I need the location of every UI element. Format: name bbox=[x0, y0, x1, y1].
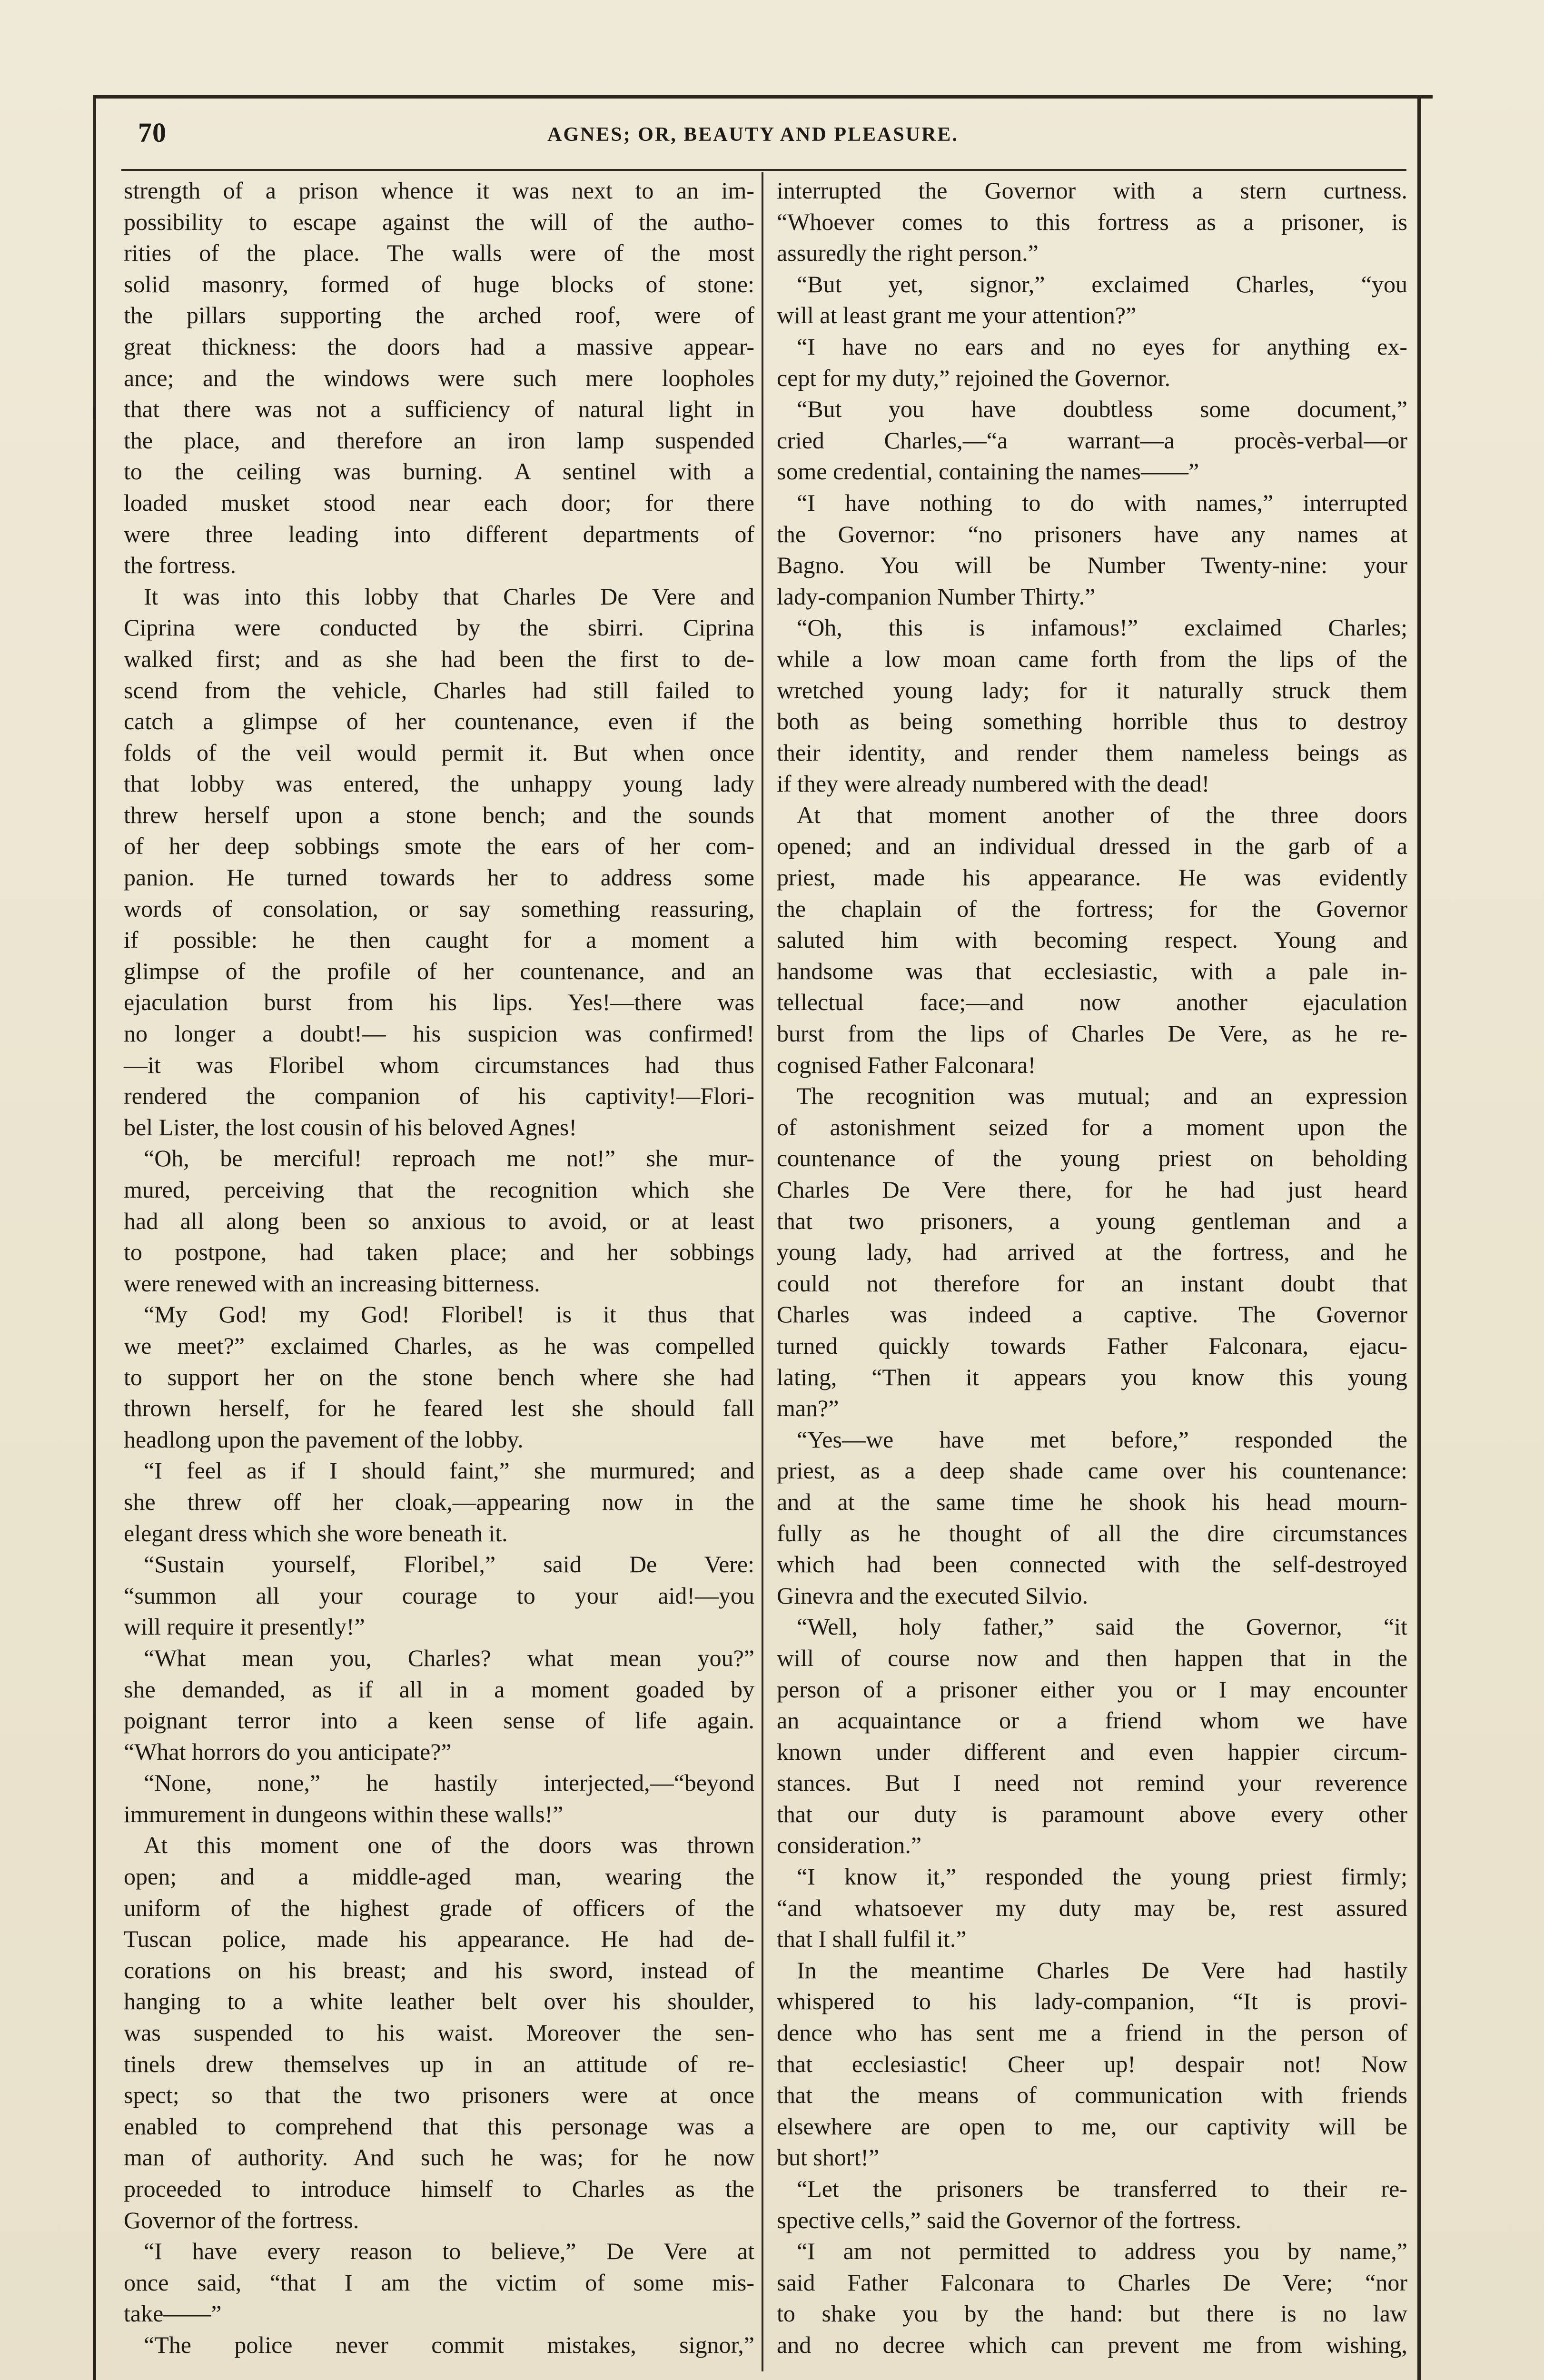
text-line: to support her on the stone bench where she had bbox=[124, 1363, 754, 1390]
text-line: panion. He turned towards her to address some bbox=[124, 864, 754, 891]
text-line: handsome was that ecclesiastic, with a pale in- bbox=[777, 957, 1407, 984]
text-line: that ecclesiastic! Cheer up! despair not! Now bbox=[777, 2050, 1407, 2077]
text-line: elsewhere are open to me, our captivity will be bbox=[777, 2112, 1407, 2140]
column-divider bbox=[762, 172, 763, 2371]
text-line: which had been connected with the self-destroyed bbox=[777, 1551, 1407, 1578]
text-line: “I feel as if I should faint,” she murmured; and bbox=[144, 1457, 754, 1484]
text-line: while a low moan came forth from the lips of the bbox=[777, 645, 1407, 672]
text-line: In the meantime Charles De Vere had hastily bbox=[797, 1956, 1407, 1983]
text-line: person of a prisoner either you or I may encounter bbox=[777, 1676, 1407, 1703]
text-line: take——” bbox=[124, 2300, 222, 2327]
text-line: fully as he thought of all the dire circumstances bbox=[777, 1519, 1407, 1547]
text-line: elegant dress which she wore beneath it. bbox=[124, 1519, 508, 1547]
text-line: The recognition was mutual; and an expression bbox=[797, 1082, 1407, 1110]
text-line: uniform of the highest grade of officers of the bbox=[124, 1894, 754, 1921]
text-line: At this moment one of the doors was thrown bbox=[144, 1832, 754, 1859]
text-line: “But you have doubtless some document,” bbox=[797, 396, 1407, 423]
text-line: but short!” bbox=[777, 2144, 880, 2171]
text-line: that I shall fulfil it.” bbox=[777, 1925, 967, 1953]
text-line: will at least grant me your attention?” bbox=[777, 302, 1137, 329]
text-line: Bagno. You will be Number Twenty-nine: your bbox=[777, 552, 1407, 579]
text-line: were renewed with an increasing bitterness. bbox=[124, 1269, 540, 1297]
text-line: walked first; and as she had been the first to de- bbox=[124, 645, 754, 672]
text-line: “Well, holy father,” said the Governor, “it bbox=[797, 1613, 1407, 1640]
text-line: of her deep sobbings smote the ears of her com- bbox=[124, 833, 754, 860]
text-line: of astonishment seized for a moment upon the bbox=[777, 1113, 1407, 1140]
text-line: bel Lister, the lost cousin of his beloved Agnes! bbox=[124, 1113, 577, 1140]
text-line: to shake you by the hand: but there is no law bbox=[777, 2300, 1407, 2327]
text-line: that lobby was entered, the unhappy young lady bbox=[124, 770, 754, 797]
text-line: enabled to comprehend that this personage was a bbox=[124, 2112, 754, 2140]
text-line: and at the same time he shook his head mourn- bbox=[777, 1488, 1407, 1515]
page-border-top bbox=[93, 95, 1433, 99]
text-line: tinels drew themselves up in an attitude of re- bbox=[124, 2050, 754, 2077]
text-line: cognised Father Falconara! bbox=[777, 1051, 1036, 1078]
text-line: great thickness: the doors had a massive appear- bbox=[124, 333, 754, 360]
text-line: folds of the veil would permit it. But when once bbox=[124, 739, 754, 766]
text-line: “and whatsoever my duty may be, rest assured bbox=[777, 1894, 1407, 1921]
text-line: was suspended to his waist. Moreover the sen- bbox=[124, 2019, 754, 2046]
text-line: “Let the prisoners be transferred to their re- bbox=[797, 2175, 1407, 2202]
text-line: “summon all your courage to your aid!—you bbox=[124, 1582, 754, 1609]
text-line: Charles De Vere there, for he had just heard bbox=[777, 1176, 1407, 1203]
right-text-column bbox=[777, 175, 1407, 2361]
page-border-right bbox=[1417, 95, 1421, 2380]
left-text-column bbox=[124, 175, 754, 2361]
text-line: “I have no ears and no eyes for anything ex- bbox=[797, 333, 1407, 360]
text-line: an acquaintance or a friend whom we have bbox=[777, 1707, 1407, 1734]
text-line: lating, “Then it appears you know this young bbox=[777, 1363, 1407, 1390]
text-line: turned quickly towards Father Falconara, ejacu- bbox=[777, 1332, 1407, 1359]
text-line: saluted him with becoming respect. Young and bbox=[777, 926, 1407, 953]
text-line: countenance of the young priest on beholding bbox=[777, 1145, 1407, 1172]
text-line: thrown herself, for he feared lest she should fall bbox=[124, 1395, 754, 1422]
text-line: if possible: he then caught for a moment a bbox=[124, 926, 754, 953]
text-line: that two prisoners, a young gentleman and a bbox=[777, 1207, 1407, 1234]
text-line: Governor of the fortress. bbox=[124, 2206, 359, 2233]
text-line: headlong upon the pavement of the lobby. bbox=[124, 1426, 524, 1453]
text-line: possibility to escape against the will of the autho- bbox=[124, 208, 754, 235]
text-line: “I know it,” responded the young priest firmly; bbox=[797, 1863, 1407, 1890]
text-line: tellectual face;—and now another ejaculation bbox=[777, 989, 1407, 1016]
text-line: “Oh, be merciful! reproach me not!” she mur- bbox=[144, 1145, 754, 1172]
text-line: “What mean you, Charles? what mean you?” bbox=[144, 1644, 754, 1671]
text-line: priest, made his appearance. He was evidently bbox=[777, 864, 1407, 891]
text-line: could not therefore for an instant doubt that bbox=[777, 1269, 1407, 1297]
text-line: she threw off her cloak,—appearing now in the bbox=[124, 1488, 754, 1515]
text-line: hanging to a white leather belt over his shoulder, bbox=[124, 1988, 754, 2015]
text-line: wretched young lady; for it naturally struck them bbox=[777, 676, 1407, 704]
text-line: known under different and even happier circum- bbox=[777, 1738, 1407, 1765]
text-line: that there was not a sufficiency of natural light in bbox=[124, 396, 754, 423]
text-line: interrupted the Governor with a stern curtness. bbox=[777, 177, 1407, 204]
text-line: solid masonry, formed of huge blocks of stone: bbox=[124, 270, 754, 298]
text-line: to the ceiling was burning. A sentinel with a bbox=[124, 458, 754, 485]
text-line: Ginevra and the executed Silvio. bbox=[777, 1582, 1088, 1609]
text-line: “But yet, signor,” exclaimed Charles, “you bbox=[797, 270, 1407, 298]
text-line: strength of a prison whence it was next to an im- bbox=[124, 177, 754, 204]
text-line: young lady, had arrived at the fortress, and he bbox=[777, 1239, 1407, 1266]
text-line: priest, as a deep shade came over his countenance: bbox=[777, 1457, 1407, 1484]
text-line: “Whoever comes to this fortress as a prisoner, is bbox=[777, 208, 1407, 235]
text-line: and no decree which can prevent me from wishing, bbox=[777, 2331, 1407, 2358]
text-line: poignant terror into a keen sense of life again. bbox=[124, 1707, 754, 1734]
text-line: will require it presently!” bbox=[124, 1613, 365, 1640]
text-line: “What horrors do you anticipate?” bbox=[124, 1738, 452, 1765]
text-line: opened; and an individual dressed in the garb of a bbox=[777, 833, 1407, 860]
text-line: threw herself upon a stone bench; and the sounds bbox=[124, 801, 754, 828]
text-line: the place, and therefore an iron lamp suspended bbox=[124, 426, 754, 454]
text-line: cried Charles,—“a warrant—a procès-verbal—or bbox=[777, 426, 1407, 454]
text-line: man?” bbox=[777, 1395, 839, 1422]
text-line: the pillars supporting the arched roof, were of bbox=[124, 302, 754, 329]
text-line: lady-companion Number Thirty.” bbox=[777, 583, 1096, 610]
text-line: spective cells,” said the Governor of the fortress. bbox=[777, 2206, 1242, 2233]
text-line: corations on his breast; and his sword, instead of bbox=[124, 1956, 754, 1983]
text-line: whispered to his lady-companion, “It is provi- bbox=[777, 1988, 1407, 2015]
text-line: “Sustain yourself, Floribel,” said De Vere: bbox=[144, 1551, 754, 1578]
text-line: to postpone, had taken place; and her sobbings bbox=[124, 1239, 754, 1266]
text-line: dence who has sent me a friend in the person of bbox=[777, 2019, 1407, 2046]
text-line: the fortress. bbox=[124, 552, 237, 579]
text-line: we meet?” exclaimed Charles, as he was compelled bbox=[124, 1332, 754, 1359]
text-line: once said, “that I am the victim of some mis- bbox=[124, 2269, 754, 2296]
text-line: “The police never commit mistakes, signor,” bbox=[144, 2331, 754, 2358]
text-line: consideration.” bbox=[777, 1832, 922, 1859]
text-line: burst from the lips of Charles De Vere, as he re- bbox=[777, 1020, 1407, 1047]
text-line: immurement in dungeons within these walls!” bbox=[124, 1800, 564, 1827]
page-border-left bbox=[93, 95, 96, 2380]
text-line: said Father Falconara to Charles De Vere; “nor bbox=[777, 2269, 1407, 2296]
text-line: scend from the vehicle, Charles had still failed to bbox=[124, 676, 754, 704]
text-line: “None, none,” he hastily interjected,—“beyond bbox=[144, 1769, 754, 1796]
text-line: their identity, and render them nameless beings as bbox=[777, 739, 1407, 766]
text-line: catch a glimpse of her countenance, even if the bbox=[124, 708, 754, 735]
text-line: “I have nothing to do with names,” interrupted bbox=[797, 489, 1407, 516]
text-line: ejaculation burst from his lips. Yes!—there was bbox=[124, 989, 754, 1016]
text-line: will of course now and then happen that in the bbox=[777, 1644, 1407, 1671]
text-line: glimpse of the profile of her countenance, and an bbox=[124, 957, 754, 984]
page-header bbox=[138, 117, 1399, 159]
text-line: rendered the companion of his captivity!—Flori- bbox=[124, 1082, 754, 1110]
text-line: if they were already numbered with the dead! bbox=[777, 770, 1210, 797]
text-line: ance; and the windows were such mere loopholes bbox=[124, 364, 754, 391]
text-line: some credential, containing the names——” bbox=[777, 458, 1199, 485]
text-line: man of authority. And such he was; for he now bbox=[124, 2144, 754, 2171]
text-line: “My God! my God! Floribel! is it thus that bbox=[144, 1301, 754, 1328]
text-line: that our duty is paramount above every other bbox=[777, 1800, 1407, 1827]
running-head: AGNES; OR, BEAUTY AND PLEASURE. bbox=[547, 124, 959, 146]
header-rule bbox=[121, 169, 1406, 171]
text-line: open; and a middle-aged man, wearing the bbox=[124, 1863, 754, 1890]
text-line: the chaplain of the fortress; for the Governor bbox=[777, 895, 1407, 922]
text-line: It was into this lobby that Charles De Vere and bbox=[144, 583, 754, 610]
text-line: “I have every reason to believe,” De Vere at bbox=[144, 2238, 754, 2265]
text-line: were three leading into different departments of bbox=[124, 520, 754, 547]
text-line: stances. But I need not remind your reverence bbox=[777, 1769, 1407, 1796]
text-line: both as being something horrible thus to destroy bbox=[777, 708, 1407, 735]
text-line: had all along been so anxious to avoid, or at least bbox=[124, 1207, 754, 1234]
text-line: Charles was indeed a captive. The Governor bbox=[777, 1301, 1407, 1328]
text-line: spect; so that the two prisoners were at once bbox=[124, 2082, 754, 2109]
text-line: words of consolation, or say something reassuring, bbox=[124, 895, 754, 922]
text-line: loaded musket stood near each door; for there bbox=[124, 489, 754, 516]
text-line: Ciprina were conducted by the sbirri. Ciprina bbox=[124, 614, 754, 641]
text-line: “Yes—we have met before,” responded the bbox=[797, 1426, 1407, 1453]
text-line: rities of the place. The walls were of the most bbox=[124, 239, 754, 267]
text-line: cept for my duty,” rejoined the Governor. bbox=[777, 364, 1171, 391]
text-line: the Governor: “no prisoners have any names at bbox=[777, 520, 1407, 547]
text-line: no longer a doubt!— his suspicion was confirmed! bbox=[124, 1020, 754, 1047]
text-line: At that moment another of the three doors bbox=[797, 801, 1407, 828]
page-number: 70 bbox=[138, 117, 167, 148]
text-line: Tuscan police, made his appearance. He had de- bbox=[124, 1925, 754, 1953]
text-line: mured, perceiving that the recognition which she bbox=[124, 1176, 754, 1203]
text-line: proceeded to introduce himself to Charles as the bbox=[124, 2175, 754, 2202]
text-line: she demanded, as if all in a moment goaded by bbox=[124, 1676, 754, 1703]
text-line: “I am not permitted to address you by name,” bbox=[797, 2238, 1407, 2265]
text-line: assuredly the right person.” bbox=[777, 239, 1039, 267]
text-line: “Oh, this is infamous!” exclaimed Charles; bbox=[797, 614, 1407, 641]
text-line: —it was Floribel whom circumstances had thus bbox=[124, 1051, 754, 1078]
text-line: that the means of communication with friends bbox=[777, 2082, 1407, 2109]
